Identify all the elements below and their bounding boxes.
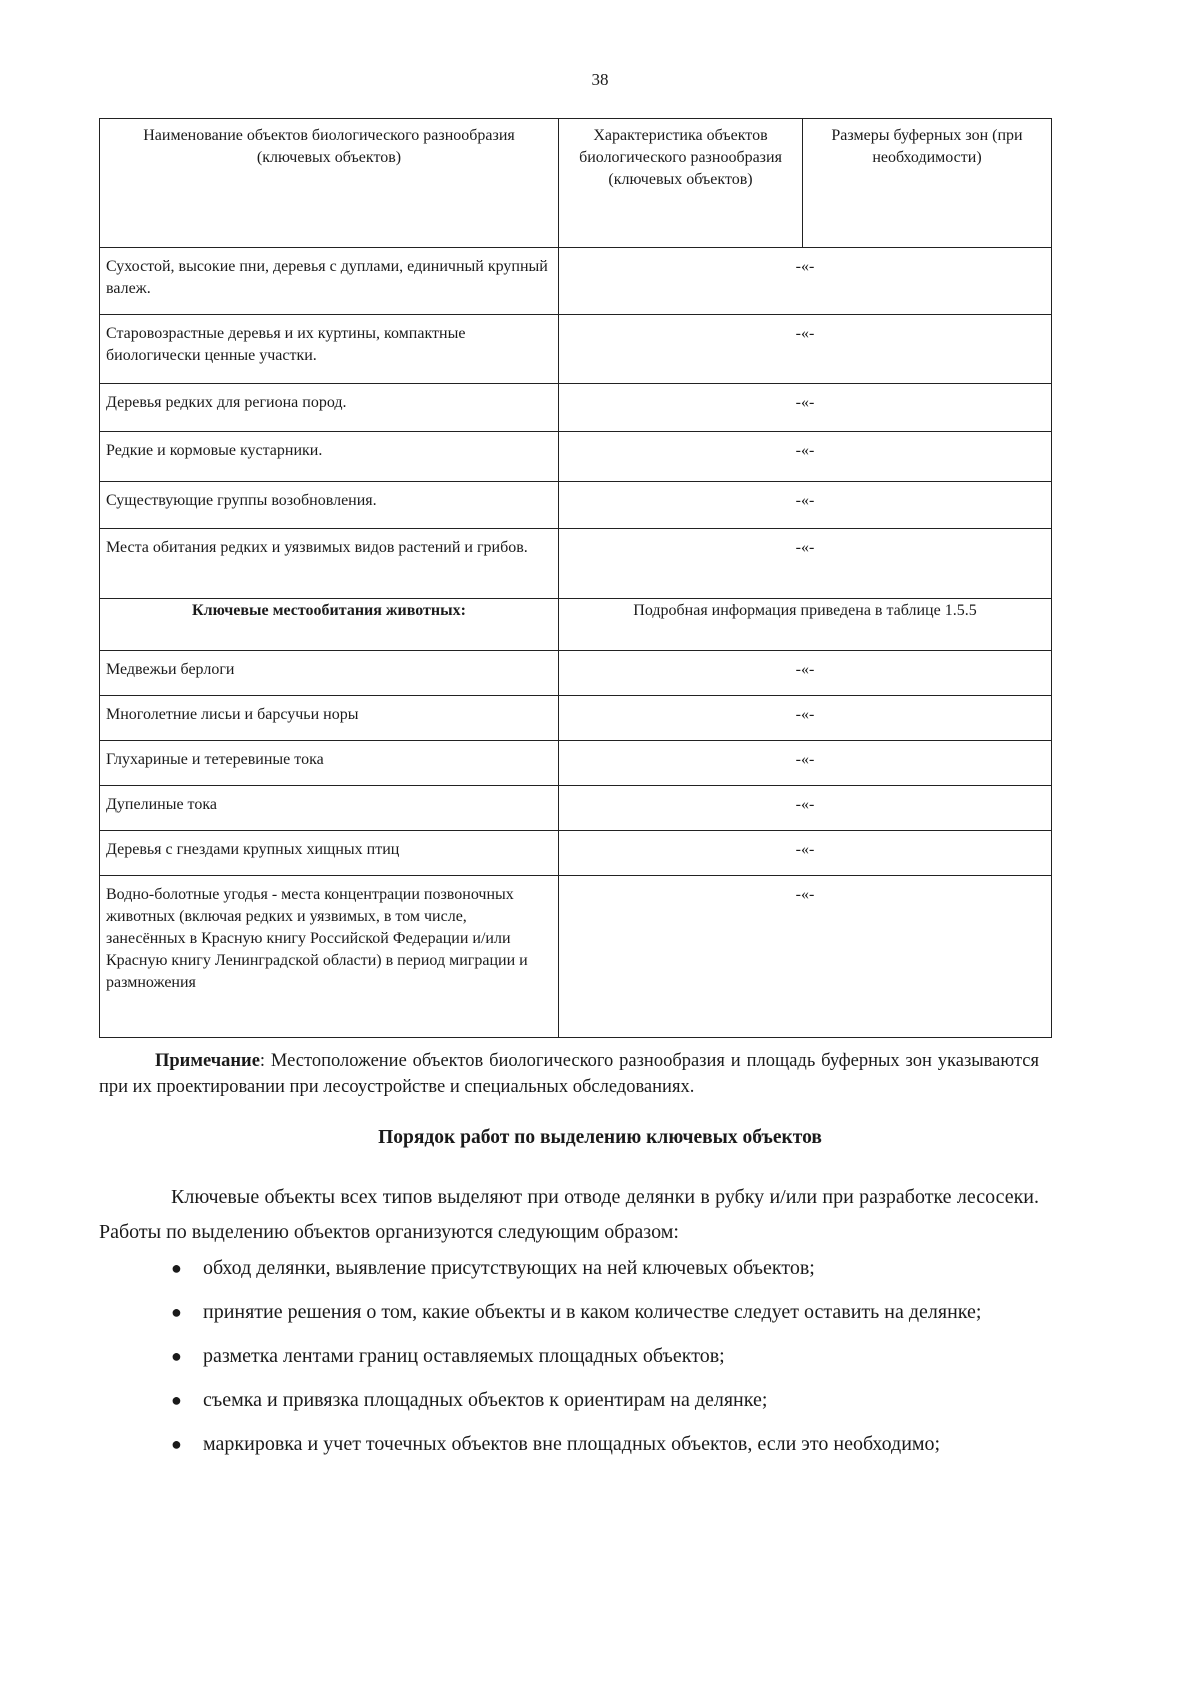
bullet-icon: ● (171, 1302, 182, 1322)
table-row (100, 831, 1052, 876)
row-object-name: Деревья с гнездами крупных хищных птиц (100, 831, 559, 876)
table-row (100, 741, 1052, 786)
table-row (100, 315, 1052, 384)
row-ditto-value: -«- (559, 248, 1052, 315)
table-row (100, 482, 1052, 529)
row-object-name: Глухариные и тетеревиные тока (100, 741, 559, 786)
table-row (100, 384, 1052, 432)
row-object-name: Сухостой, высокие пни, деревья с дуплами, единичный крупный валеж. (100, 248, 559, 315)
section-info: Подробная информация приведена в таблице 1.5.5 (559, 599, 1052, 651)
table-row (100, 529, 1052, 599)
list-item (99, 1426, 1039, 1463)
list-item (99, 1294, 1039, 1331)
list-item (99, 1382, 1039, 1419)
table-header-row (100, 119, 1052, 248)
page-number: 38 (591, 70, 609, 89)
table-row (100, 432, 1052, 482)
row-object-name: Редкие и кормовые кустарники. (100, 432, 559, 482)
note-paragraph (99, 1048, 1039, 1100)
list-item-text: обход делянки, выявление присутствующих на ней ключевых объектов; (203, 1257, 815, 1279)
table-row (100, 786, 1052, 831)
row-object-name: Деревья редких для региона пород. (100, 384, 559, 432)
row-ditto-value: -«- (559, 786, 1052, 831)
header-buffer-size: Размеры буферных зон (при необходимости) (803, 119, 1052, 248)
note-text: : Местоположение объектов биологического разнообразия и площадь буферных зон указываются при их проектировании при лесоустройстве и специальных обследованиях. (99, 1051, 1039, 1097)
section-heading: Порядок работ по выделению ключевых объектов (378, 1127, 822, 1148)
header-object-name: Наименование объектов биологического разнообразия (ключевых объектов) (100, 119, 559, 248)
row-object-name: Многолетние лисьи и барсучьи норы (100, 696, 559, 741)
bullet-icon: ● (171, 1258, 182, 1278)
list-item (99, 1338, 1039, 1375)
row-object-name: Существующие группы возобновления. (100, 482, 559, 529)
row-ditto-value: -«- (559, 876, 1052, 1038)
row-ditto-value: -«- (559, 482, 1052, 529)
row-ditto-value: -«- (559, 651, 1052, 696)
bullet-icon: ● (171, 1346, 182, 1366)
list-item-text: разметка лентами границ оставляемых площадных объектов; (203, 1345, 725, 1367)
list-item-text: маркировка и учет точечных объектов вне площадных объектов, если это необходимо; (203, 1433, 941, 1455)
bullet-icon: ● (171, 1434, 182, 1454)
row-object-name: Медвежьи берлоги (100, 651, 559, 696)
table-row (100, 248, 1052, 315)
row-ditto-value: -«- (559, 432, 1052, 482)
procedure-steps-list (99, 1250, 1039, 1470)
row-ditto-value: -«- (559, 696, 1052, 741)
table-row (100, 696, 1052, 741)
row-ditto-value: -«- (559, 741, 1052, 786)
list-item (99, 1250, 1039, 1287)
row-ditto-value: -«- (559, 831, 1052, 876)
row-ditto-value: -«- (559, 384, 1052, 432)
row-object-name: Старовозрастные деревья и их куртины, компактные биологически ценные участки. (100, 315, 559, 384)
section-animal-habitats: Ключевые местообитания животных: (100, 599, 559, 651)
row-object-name: Места обитания редких и уязвимых видов растений и грибов. (100, 529, 559, 599)
row-ditto-value: -«- (559, 315, 1052, 384)
row-object-name: Водно-болотные угодья - места концентрации позвоночных животных (включая редких и уязвимых, в том числе, занесённых в Красную книгу Российской Федерации и/или Красную книгу Ленинградской области) в период миграции и размножения (100, 876, 559, 1038)
list-item-text: съемка и привязка площадных объектов к ориентирам на делянке; (203, 1389, 768, 1411)
header-characteristic: Характеристика объектов биологического разнообразия (ключевых объектов) (559, 119, 803, 248)
row-object-name: Дупелиные тока (100, 786, 559, 831)
intro-paragraph: Ключевые объекты всех типов выделяют при отводе делянки в рубку и/или при разработке лесосеки. Работы по выделению объектов организуются следующим образом: (99, 1186, 1039, 1243)
biodiversity-objects-table (99, 118, 1052, 1038)
section-row (100, 599, 1052, 651)
list-item-text: принятие решения о том, какие объекты и в каком количестве следует оставить на делянке; (203, 1301, 982, 1323)
bullet-icon: ● (171, 1390, 182, 1410)
note-label: Примечание (155, 1051, 260, 1071)
table-row (100, 876, 1052, 1038)
row-ditto-value: -«- (559, 529, 1052, 599)
table-row (100, 651, 1052, 696)
